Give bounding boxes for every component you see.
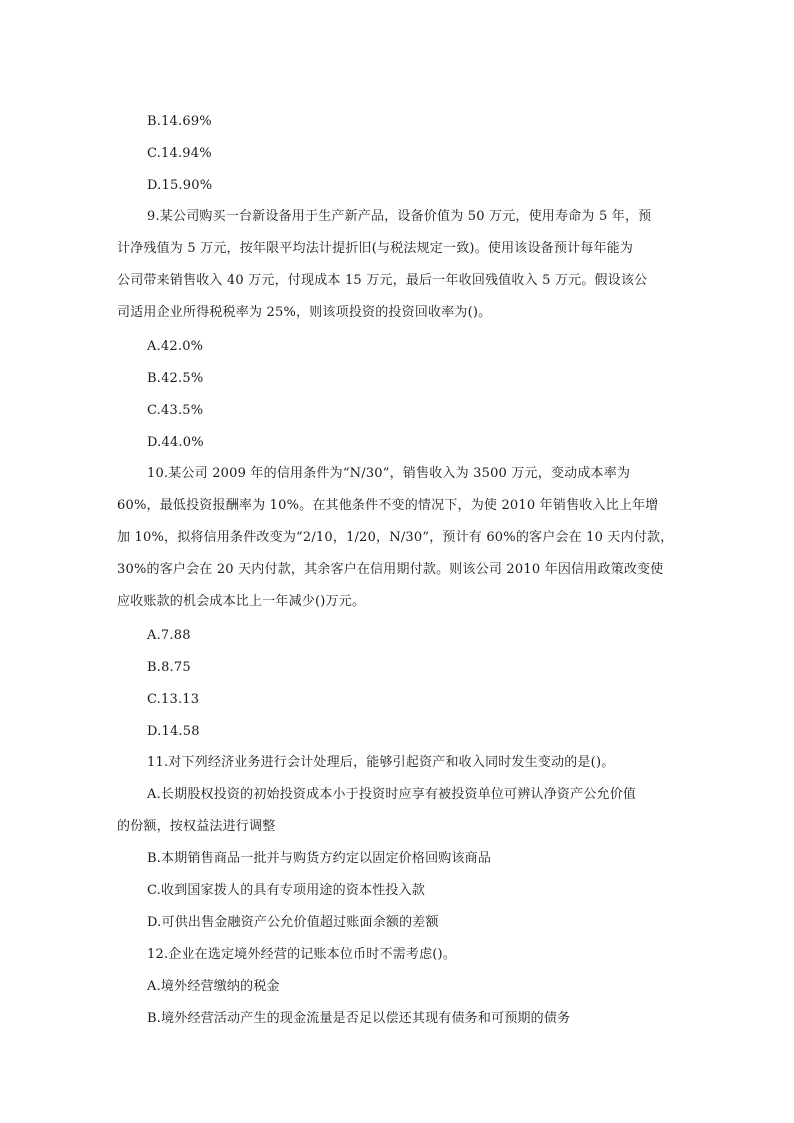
option-d: D.44.0% [147, 435, 204, 450]
option-a: A.42.0% [147, 339, 204, 354]
question-12-text: 12.企业在选定境外经营的记账本位币时不需考虑()。 [147, 947, 457, 962]
question-9-text: 计净残值为 5 万元，按年限平均法计提折旧(与税法规定一致)。使用该设备预计每年能为 [117, 241, 634, 256]
option-c: C.13.13 [147, 692, 200, 707]
option-d: D.15.90% [147, 178, 213, 193]
option-c: C.收到国家拨人的具有专项用途的资本性投入款 [147, 883, 426, 898]
option-b: B.42.5% [147, 371, 204, 386]
option-a: A.长期股权投资的初始投资成本小于投资时应享有被投资单位可辨认净资产公允价值 [147, 787, 637, 802]
option-c: C.43.5% [147, 403, 204, 418]
question-10-text: 60%，最低投资报酬率为 10%。在其他条件不变的情况下，为使 2010 年销售收入比上年增 [117, 498, 659, 513]
question-9-text: 公司带来销售收入 40 万元，付现成本 15 万元，最后一年收回残值收入 5 万元。假设该公 [117, 273, 648, 288]
option-d: D.可供出售金融资产公允价值超过账面余额的差额 [147, 915, 439, 930]
question-11-text: 11.对下列经济业务进行会计处理后，能够引起资产和收入同时发生变动的是()。 [147, 755, 615, 770]
option-b: B.境外经营活动产生的现金流量是否足以偿还其现有债务和可预期的债务 [147, 1011, 571, 1026]
option-a: A.7.88 [147, 628, 191, 643]
option-b: B.8.75 [147, 660, 191, 675]
option-a-continued: 的份额，按权益法进行调整 [117, 819, 276, 834]
question-9-text: 9.某公司购买一台新设备用于生产新产品，设备价值为 50 万元，使用寿命为 5 年，预 [147, 209, 652, 224]
option-c: C.14.94% [147, 146, 212, 161]
option-b: B.14.69% [147, 114, 212, 129]
option-d: D.14.58 [147, 724, 200, 739]
question-10-text: 加 10%，拟将信用条件改变为“2/10，1/20，N/30”，预计有 60%的客户会在 10 天内付款， [117, 530, 674, 545]
question-10-text: 30%的客户会在 20 天内付款，其余客户在信用期付款。则该公司 2010 年因信用政策改变使 [117, 562, 664, 577]
question-9-text: 司适用企业所得税税率为 25%，则该项投资的投资回收率为()。 [117, 305, 492, 320]
question-10-text: 应收账款的机会成本比上一年减少()万元。 [117, 594, 366, 609]
option-a: A.境外经营缴纳的税金 [147, 979, 280, 994]
question-10-text: 10.某公司 2009 年的信用条件为“N/30”，销售收入为 3500 万元，变动成本率为 [147, 466, 631, 481]
option-b: B.本期销售商品一批并与购货方约定以固定价格回购该商品 [147, 851, 492, 866]
